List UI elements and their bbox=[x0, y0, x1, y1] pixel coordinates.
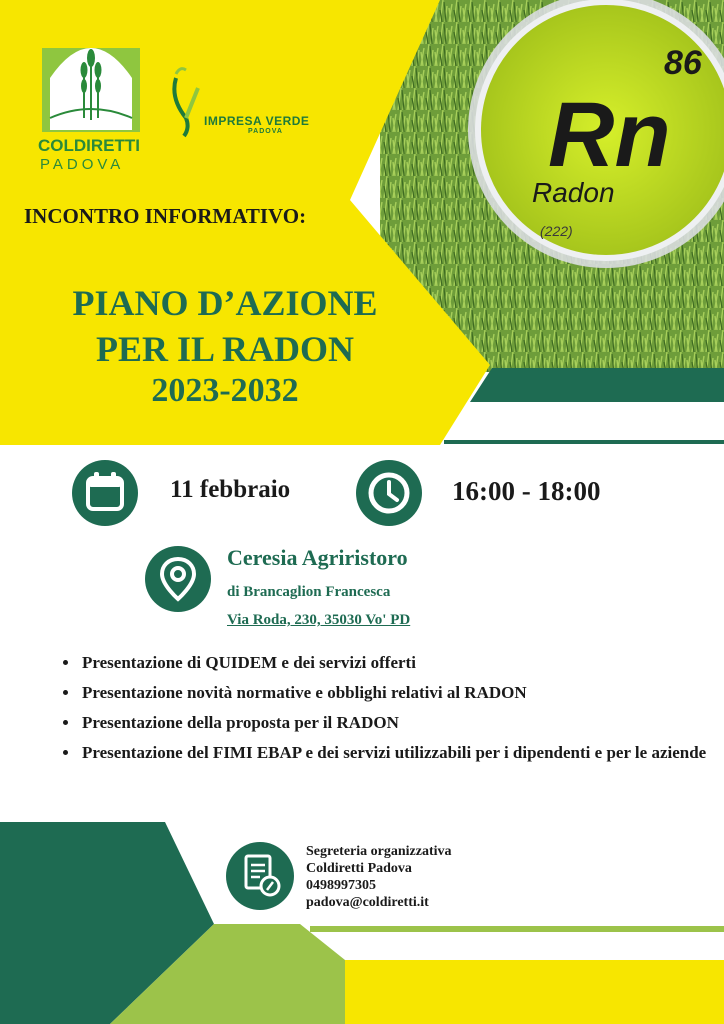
bottom-green-line bbox=[310, 926, 724, 932]
agenda-item: • Presentazione di QUIDEM e dei servizi offerti bbox=[80, 648, 720, 678]
event-years: 2023-2032 bbox=[151, 372, 299, 409]
clock-icon bbox=[356, 460, 422, 526]
event-date: 11 febbraio bbox=[170, 476, 291, 503]
impresa-verde-city: PADOVA bbox=[248, 128, 283, 135]
green-line bbox=[444, 440, 724, 444]
venue-address-link[interactable]: Via Roda, 230, 35030 Vo' PD bbox=[227, 612, 411, 628]
event-title-line2: PER IL RADON bbox=[95, 329, 355, 369]
document-pen-icon bbox=[226, 842, 294, 910]
impresa-verde-name: IMPRESA VERDE bbox=[204, 114, 310, 128]
green-stripe bbox=[470, 368, 724, 402]
location-badge bbox=[145, 546, 211, 612]
coldiretti-city: PADOVA bbox=[40, 156, 125, 173]
element-mass: (222) bbox=[540, 223, 573, 239]
contact-phone[interactable]: 0498997305 bbox=[306, 878, 376, 893]
contact-badge bbox=[226, 842, 294, 910]
venue-owner: di Brancaglion Francesca bbox=[227, 584, 391, 600]
bottom-yellow-shape bbox=[345, 960, 724, 1024]
event-title bbox=[10, 280, 440, 372]
calendar-badge bbox=[72, 460, 138, 526]
coldiretti-logo-icon bbox=[42, 48, 140, 132]
element-number: 86 bbox=[664, 44, 702, 82]
agenda-item: • Presentazione del FIMI EBAP e dei servizi utilizzabili per i dipendenti e per le aziende bbox=[80, 738, 720, 768]
event-title-line1: PIANO D’AZIONE bbox=[72, 283, 378, 323]
clock-badge bbox=[356, 460, 422, 526]
venue-name: Ceresia Agriristoro bbox=[227, 545, 408, 570]
contact-info bbox=[306, 843, 452, 911]
contact-line2: Coldiretti Padova bbox=[306, 861, 412, 876]
contact-line1: Segreteria organizzativa bbox=[306, 844, 452, 859]
event-subtitle: INCONTRO INFORMATIVO: bbox=[24, 204, 307, 228]
calendar-icon bbox=[72, 460, 138, 526]
agenda-item: • Presentazione novità normative e obblighi relativi al RADON bbox=[80, 678, 720, 708]
location-pin-icon bbox=[145, 546, 211, 612]
event-time: 16:00 - 18:00 bbox=[452, 476, 601, 506]
element-symbol: Rn bbox=[548, 84, 671, 186]
coldiretti-name: COLDIRETTI bbox=[38, 136, 140, 155]
element-name: Radon bbox=[532, 177, 615, 208]
agenda-list bbox=[58, 648, 720, 768]
agenda-item: • Presentazione della proposta per il RADON bbox=[80, 708, 720, 738]
contact-email[interactable]: padova@coldiretti.it bbox=[306, 895, 429, 910]
